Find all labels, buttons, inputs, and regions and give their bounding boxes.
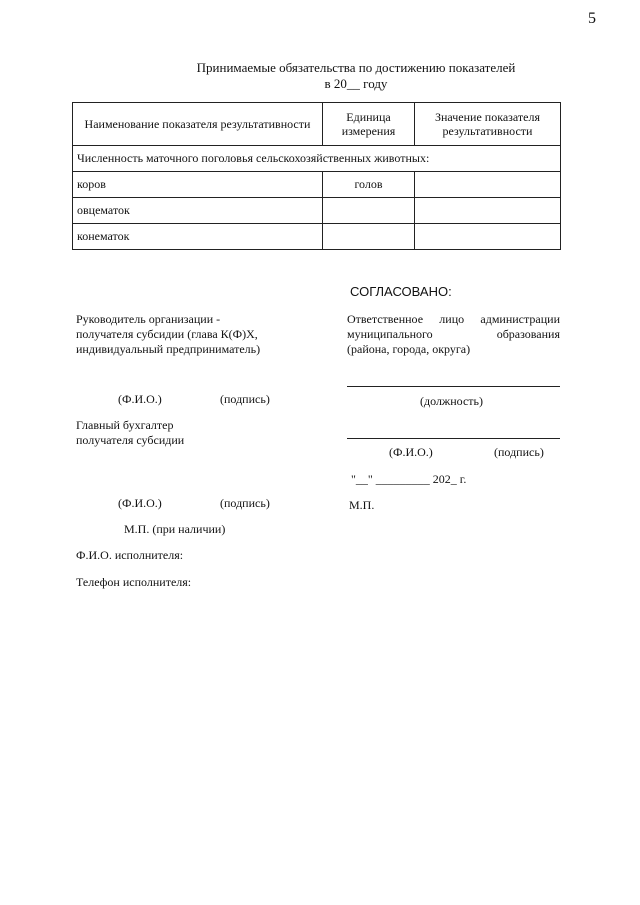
- executor-phone-label: Телефон исполнителя:: [76, 575, 192, 589]
- executor-name-label: Ф.И.О. исполнителя:: [76, 548, 184, 562]
- responsible-person-block: [347, 312, 560, 357]
- row-name: конематок: [73, 224, 323, 250]
- head-line-2: получателя субсидии (глава К(Ф)Х,: [76, 327, 258, 341]
- left-fio-caption-2: (Ф.И.О.): [118, 496, 162, 510]
- table-row: [73, 224, 561, 250]
- approved-label: СОГЛАСОВАНО:: [350, 284, 452, 299]
- left-sign-caption-1: (подпись): [220, 392, 270, 406]
- row-name: коров: [73, 172, 323, 198]
- position-caption: (должность): [420, 394, 483, 408]
- row-name: овцематок: [73, 198, 323, 224]
- table-row: [73, 172, 561, 198]
- row-unit: [323, 198, 415, 224]
- left-fio-caption-1: (Ф.И.О.): [118, 392, 162, 406]
- fio-signature-line: [347, 438, 560, 439]
- header-unit: Единица измерения: [323, 103, 415, 146]
- row-value[interactable]: [415, 224, 561, 250]
- table-header-row: [73, 103, 561, 146]
- date-field: "__" _________ 202_ г.: [351, 472, 467, 486]
- right-sign-caption: (подпись): [494, 445, 544, 459]
- header-indicator-name: Наименование показателя результативности: [73, 103, 323, 146]
- title-line-1: Принимаемые обязательства по достижению показателей: [196, 60, 516, 75]
- row-value[interactable]: [415, 172, 561, 198]
- left-stamp: М.П. (при наличии): [124, 522, 226, 536]
- head-line-3: индивидуальный предприниматель): [76, 342, 261, 356]
- responsible-line-1: Ответственное лицо администрации: [347, 312, 560, 326]
- chief-accountant-block: [76, 418, 184, 448]
- right-stamp: М.П.: [349, 498, 375, 512]
- position-signature-line: [347, 386, 560, 387]
- title-line-2: в 20__ году: [324, 76, 388, 91]
- table-row: [73, 198, 561, 224]
- row-unit: голов: [323, 172, 415, 198]
- group-label: Численность маточного поголовья сельскохозяйственных животных:: [73, 146, 561, 172]
- document-title: [0, 60, 640, 92]
- right-fio-caption: (Ф.И.О.): [389, 445, 433, 459]
- row-value[interactable]: [415, 198, 561, 224]
- responsible-line-2: муниципального образования: [347, 327, 560, 341]
- table-group-row: [73, 146, 561, 172]
- accountant-line-1: Главный бухгалтер: [76, 418, 174, 432]
- row-unit: [323, 224, 415, 250]
- header-value: Значение показателя результативности: [415, 103, 561, 146]
- indicators-table: [72, 102, 561, 250]
- page-number: 5: [588, 10, 596, 27]
- responsible-line-3: (района, города, округа): [347, 342, 471, 356]
- left-sign-caption-2: (подпись): [220, 496, 270, 510]
- head-of-organization-block: [76, 312, 260, 357]
- head-line-1: Руководитель организации -: [76, 312, 221, 326]
- accountant-line-2: получателя субсидии: [76, 433, 185, 447]
